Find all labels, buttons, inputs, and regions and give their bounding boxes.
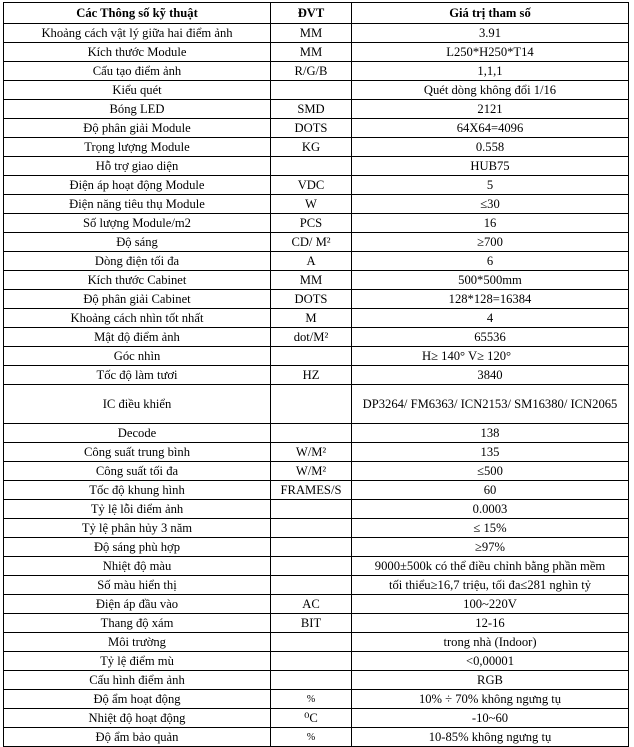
spec-unit-cell: MM (271, 24, 352, 43)
spec-name-cell: Kích thước Cabinet (4, 271, 271, 290)
table-row (4, 443, 629, 462)
spec-name-cell: Độ phân giải Module (4, 119, 271, 138)
spec-value-cell: ≥700 (352, 233, 629, 252)
spec-value-cell: 500*500mm (352, 271, 629, 290)
spec-unit-cell: DOTS (271, 290, 352, 309)
spec-unit-cell: dot/M² (271, 328, 352, 347)
spec-name-cell: Hỗ trợ giao diện (4, 157, 271, 176)
spec-unit-cell: W (271, 195, 352, 214)
spec-name-cell: Tốc độ khung hình (4, 481, 271, 500)
table-row (4, 614, 629, 633)
spec-unit-cell: % (271, 728, 352, 747)
table-row (4, 652, 629, 671)
spec-unit-cell: ⁰C (271, 709, 352, 728)
spec-name-cell: Kiểu quét (4, 81, 271, 100)
table-row (4, 309, 629, 328)
spec-value-cell: 138 (352, 424, 629, 443)
spec-unit-cell: DOTS (271, 119, 352, 138)
table-row (4, 424, 629, 443)
spec-value-cell: 100~220V (352, 595, 629, 614)
spec-name-cell: IC điều khiển (4, 385, 271, 424)
spec-name-cell: Cấu tạo điểm ảnh (4, 62, 271, 81)
spec-name-cell: Tốc độ làm tươi (4, 366, 271, 385)
table-row (4, 366, 629, 385)
table-row (4, 385, 629, 424)
table-row (4, 519, 629, 538)
spec-unit-cell: A (271, 252, 352, 271)
spec-name-cell: Tỷ lệ lỗi điểm ảnh (4, 500, 271, 519)
spec-value-cell: ≤500 (352, 462, 629, 481)
table-row (4, 176, 629, 195)
specifications-table (3, 2, 629, 747)
spec-value-cell: 128*128=16384 (352, 290, 629, 309)
table-row (4, 728, 629, 747)
spec-value-cell: DP3264/ FM6363/ ICN2153/ SM16380/ ICN2065 (352, 385, 629, 424)
spec-unit-cell (271, 500, 352, 519)
spec-name-cell: Kích thước Module (4, 43, 271, 62)
spec-value-cell: H≥ 140° V≥ 120° (352, 347, 629, 366)
spec-value-cell: 5 (352, 176, 629, 195)
spec-value-cell: 4 (352, 309, 629, 328)
spec-unit-cell (271, 652, 352, 671)
spec-unit-cell (271, 81, 352, 100)
spec-unit-cell: W/M² (271, 443, 352, 462)
table-row (4, 633, 629, 652)
spec-unit-cell: SMD (271, 100, 352, 119)
spec-value-cell: 6 (352, 252, 629, 271)
spec-value-cell: ≤ 15% (352, 519, 629, 538)
spec-name-cell: Trọng lượng Module (4, 138, 271, 157)
table-row (4, 481, 629, 500)
table-row (4, 157, 629, 176)
spec-name-cell: Khoảng cách vật lý giữa hai điểm ảnh (4, 24, 271, 43)
table-row (4, 100, 629, 119)
table-row (4, 328, 629, 347)
spec-value-cell: 0.558 (352, 138, 629, 157)
spec-unit-cell: R/G/B (271, 62, 352, 81)
spec-name-cell: Số lượng Module/m2 (4, 214, 271, 233)
spec-unit-cell (271, 633, 352, 652)
spec-value-cell: trong nhà (Indoor) (352, 633, 629, 652)
spec-unit-cell: M (271, 309, 352, 328)
spec-unit-cell: KG (271, 138, 352, 157)
table-row (4, 595, 629, 614)
spec-unit-cell (271, 671, 352, 690)
table-row (4, 462, 629, 481)
spec-value-cell: 3.91 (352, 24, 629, 43)
spec-unit-cell (271, 538, 352, 557)
table-row (4, 709, 629, 728)
spec-name-cell: Nhiệt độ hoạt động (4, 709, 271, 728)
spec-value-cell: 16 (352, 214, 629, 233)
spec-unit-cell: VDC (271, 176, 352, 195)
spec-value-cell: 3840 (352, 366, 629, 385)
table-row (4, 500, 629, 519)
spec-unit-cell (271, 385, 352, 424)
spec-unit-cell: CD/ M² (271, 233, 352, 252)
table-row (4, 538, 629, 557)
table-row (4, 214, 629, 233)
spec-value-cell: RGB (352, 671, 629, 690)
spec-name-cell: Điện năng tiêu thụ Module (4, 195, 271, 214)
spec-unit-cell: PCS (271, 214, 352, 233)
table-body (4, 24, 629, 747)
table-row (4, 81, 629, 100)
spec-name-cell: Công suất tối đa (4, 462, 271, 481)
spec-unit-cell (271, 519, 352, 538)
spec-name-cell: Môi trường (4, 633, 271, 652)
spec-name-cell: Thang độ xám (4, 614, 271, 633)
spec-name-cell: Cấu hình điểm ảnh (4, 671, 271, 690)
spec-unit-cell: MM (271, 43, 352, 62)
spec-value-cell: 10% ÷ 70% không ngưng tụ (352, 690, 629, 709)
table-row (4, 138, 629, 157)
spec-unit-cell: MM (271, 271, 352, 290)
table-row (4, 671, 629, 690)
table-row (4, 119, 629, 138)
table-row (4, 271, 629, 290)
spec-name-cell: Điện áp đầu vào (4, 595, 271, 614)
spec-name-cell: Số màu hiển thị (4, 576, 271, 595)
table-row (4, 233, 629, 252)
spec-value-cell: 64X64=4096 (352, 119, 629, 138)
table-row (4, 195, 629, 214)
spec-unit-cell: W/M² (271, 462, 352, 481)
spec-name-cell: Tỷ lệ điểm mù (4, 652, 271, 671)
spec-name-cell: Dòng điện tối đa (4, 252, 271, 271)
table-row (4, 690, 629, 709)
spec-sheet (3, 2, 629, 747)
spec-name-cell: Độ sáng phù hợp (4, 538, 271, 557)
table-row (4, 43, 629, 62)
spec-name-cell: Tỷ lệ phân hủy 3 năm (4, 519, 271, 538)
spec-name-cell: Khoảng cách nhìn tốt nhất (4, 309, 271, 328)
spec-value-cell: Quét dòng không đổi 1/16 (352, 81, 629, 100)
spec-value-cell: -10~60 (352, 709, 629, 728)
spec-name-cell: Độ ẩm bảo quản (4, 728, 271, 747)
header-parameter: Các Thông số kỹ thuật (4, 3, 271, 24)
table-row (4, 347, 629, 366)
table-row (4, 24, 629, 43)
spec-unit-cell (271, 557, 352, 576)
spec-name-cell: Độ ẩm hoạt động (4, 690, 271, 709)
spec-value-cell: <0,00001 (352, 652, 629, 671)
spec-unit-cell (271, 424, 352, 443)
spec-value-cell: tối thiểu≥16,7 triệu, tối đa≤281 nghìn tỷ (352, 576, 629, 595)
table-row (4, 557, 629, 576)
table-row (4, 252, 629, 271)
table-row (4, 290, 629, 309)
spec-unit-cell (271, 576, 352, 595)
spec-value-cell: HUB75 (352, 157, 629, 176)
spec-value-cell: 10-85% không ngưng tụ (352, 728, 629, 747)
table-row (4, 62, 629, 81)
spec-value-cell: 12-16 (352, 614, 629, 633)
spec-unit-cell: FRAMES/S (271, 481, 352, 500)
spec-value-cell: ≥97% (352, 538, 629, 557)
spec-name-cell: Bóng LED (4, 100, 271, 119)
spec-name-cell: Điện áp hoạt động Module (4, 176, 271, 195)
spec-value-cell: 0.0003 (352, 500, 629, 519)
spec-unit-cell (271, 157, 352, 176)
spec-value-cell: 65536 (352, 328, 629, 347)
spec-name-cell: Công suất trung bình (4, 443, 271, 462)
spec-value-cell: 135 (352, 443, 629, 462)
spec-value-cell: L250*H250*T14 (352, 43, 629, 62)
header-unit: ĐVT (271, 3, 352, 24)
spec-unit-cell: HZ (271, 366, 352, 385)
spec-name-cell: Góc nhìn (4, 347, 271, 366)
table-header-row (4, 3, 629, 24)
spec-value-cell: 2121 (352, 100, 629, 119)
spec-name-cell: Decode (4, 424, 271, 443)
spec-unit-cell: AC (271, 595, 352, 614)
spec-name-cell: Độ sáng (4, 233, 271, 252)
spec-unit-cell (271, 347, 352, 366)
spec-name-cell: Độ phân giải Cabinet (4, 290, 271, 309)
header-value: Giá trị tham số (352, 3, 629, 24)
spec-value-cell: 60 (352, 481, 629, 500)
spec-unit-cell: BIT (271, 614, 352, 633)
spec-name-cell: Mật độ điểm ảnh (4, 328, 271, 347)
spec-value-cell: ≤30 (352, 195, 629, 214)
spec-value-cell: 1,1,1 (352, 62, 629, 81)
spec-name-cell: Nhiệt độ màu (4, 557, 271, 576)
spec-unit-cell: % (271, 690, 352, 709)
table-row (4, 576, 629, 595)
spec-value-cell: 9000±500k có thể điều chỉnh bằng phần mềm (352, 557, 629, 576)
